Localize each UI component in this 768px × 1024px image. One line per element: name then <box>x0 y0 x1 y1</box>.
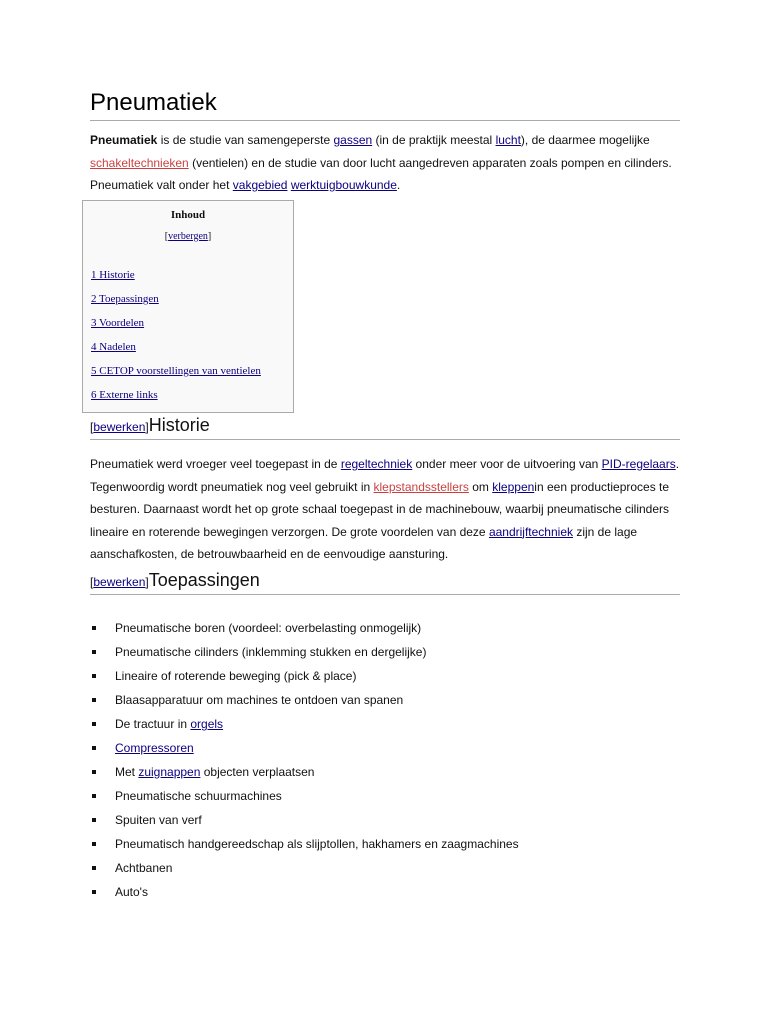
toc-item-nadelen[interactable]: 4 Nadelen <box>91 341 136 353</box>
toc-item-historie[interactable]: 1 Historie <box>91 269 135 281</box>
list-item: Lineaire of roterende beweging (pick & place) <box>90 665 519 689</box>
link-klepstandsstellers[interactable]: klepstandsstellers <box>373 479 469 494</box>
toc-item-externe-links[interactable]: 6 Externe links <box>91 389 158 401</box>
intro-term: Pneumatiek <box>90 133 158 147</box>
link-vakgebied[interactable]: vakgebied <box>232 178 288 192</box>
toc-item-toepassingen[interactable]: 2 Toepassingen <box>91 293 159 305</box>
link-kleppen[interactable]: kleppen <box>492 479 535 494</box>
bullet-icon <box>92 890 96 894</box>
table-of-contents <box>82 200 294 413</box>
section-title-toepassingen: Toepassingen <box>148 570 260 590</box>
edit-link-toepassingen[interactable]: bewerken <box>93 575 146 589</box>
bullet-icon <box>92 674 96 678</box>
bullet-icon <box>92 722 96 726</box>
toc-hide-link[interactable]: verbergen <box>168 231 208 242</box>
list-item: Pneumatische cilinders (inklemming stukken en dergelijke) <box>90 641 519 665</box>
toc-item-cetop[interactable]: 5 CETOP voorstellingen van ventielen <box>91 365 261 377</box>
link-regeltechniek[interactable]: regeltechniek <box>340 457 413 471</box>
section-heading-toepassingen: [bewerken]Toepassingen <box>90 570 680 595</box>
link-werktuigbouwkunde[interactable]: werktuigbouwkunde <box>290 178 397 192</box>
bullet-icon <box>92 698 96 702</box>
section-heading-historie: [bewerken]Historie <box>90 415 680 440</box>
bullet-icon <box>92 842 96 846</box>
page-title: Pneumatiek <box>90 88 680 121</box>
list-item: Pneumatisch handgereedschap als slijptollen, hakhamers en zaagmachines <box>90 833 519 857</box>
list-item: Met zuignappen objecten verplaatsen <box>90 761 519 785</box>
toepassingen-list <box>90 617 519 905</box>
list-item: Auto's <box>90 881 519 905</box>
bullet-icon <box>92 626 96 630</box>
link-gassen[interactable]: gassen <box>333 133 373 147</box>
link-pid-regelaars[interactable]: PID-regelaars <box>601 457 676 471</box>
list-item: Blaasapparatuur om machines te ontdoen van spanen <box>90 689 519 713</box>
bullet-icon <box>92 866 96 870</box>
list-item: De tractuur in orgels <box>90 713 519 737</box>
toc-title: Inhoud <box>170 209 206 221</box>
toc-toggle: [verbergen] <box>164 231 212 242</box>
link-orgels[interactable]: orgels <box>190 717 224 731</box>
link-compressoren[interactable]: Compressoren <box>115 741 194 755</box>
section-title-historie: Historie <box>148 415 210 435</box>
bullet-icon <box>92 794 96 798</box>
bullet-icon <box>92 650 96 654</box>
list-item: Achtbanen <box>90 857 519 881</box>
link-lucht[interactable]: lucht <box>495 133 521 147</box>
bullet-icon <box>92 746 96 750</box>
list-item: Pneumatische schuurmachines <box>90 785 519 809</box>
list-item: Spuiten van verf <box>90 809 519 833</box>
historie-paragraph: Pneumatiek werd vroeger veel toegepast in de regeltechniek onder meer voor de uitvoering van PID-regelaars. Tegenwoordig wordt pneumatiek nog veel gebruikt in klepstandsstellers om kleppenin een productieproces te besturen. Daarnaast wordt het op grote schaal toegepast in de machinebouw, waarbij pneumatische cilinders lineaire en roterende bewegingen verzorgen. De grote voordelen van deze aandrijftechniek zijn de lage aanschafkosten, de betrouwbaarheid en de eenvoudige aansturing. <box>90 457 680 561</box>
link-zuignappen[interactable]: zuignappen <box>138 765 201 779</box>
toc-item-voordelen[interactable]: 3 Voordelen <box>91 317 145 329</box>
bullet-icon <box>92 818 96 822</box>
link-schakeltechnieken[interactable]: schakeltechnieken <box>90 155 189 170</box>
intro-paragraph: Pneumatiek is de studie van samengeperste gassen (in de praktijk meestal lucht), de daarmee mogelijke schakeltechnieken (ventielen) en de studie van door lucht aangedreven apparaten zoals pompen en cilinders. Pneumatiek valt onder het vakgebied werktuigbouwkunde. <box>90 133 672 192</box>
bullet-icon <box>92 770 96 774</box>
link-aandrijftechniek[interactable]: aandrijftechniek <box>488 524 573 539</box>
edit-link-historie[interactable]: bewerken <box>93 420 146 434</box>
list-item: Pneumatische boren (voordeel: overbelasting onmogelijk) <box>90 617 519 641</box>
list-item <box>90 737 519 761</box>
